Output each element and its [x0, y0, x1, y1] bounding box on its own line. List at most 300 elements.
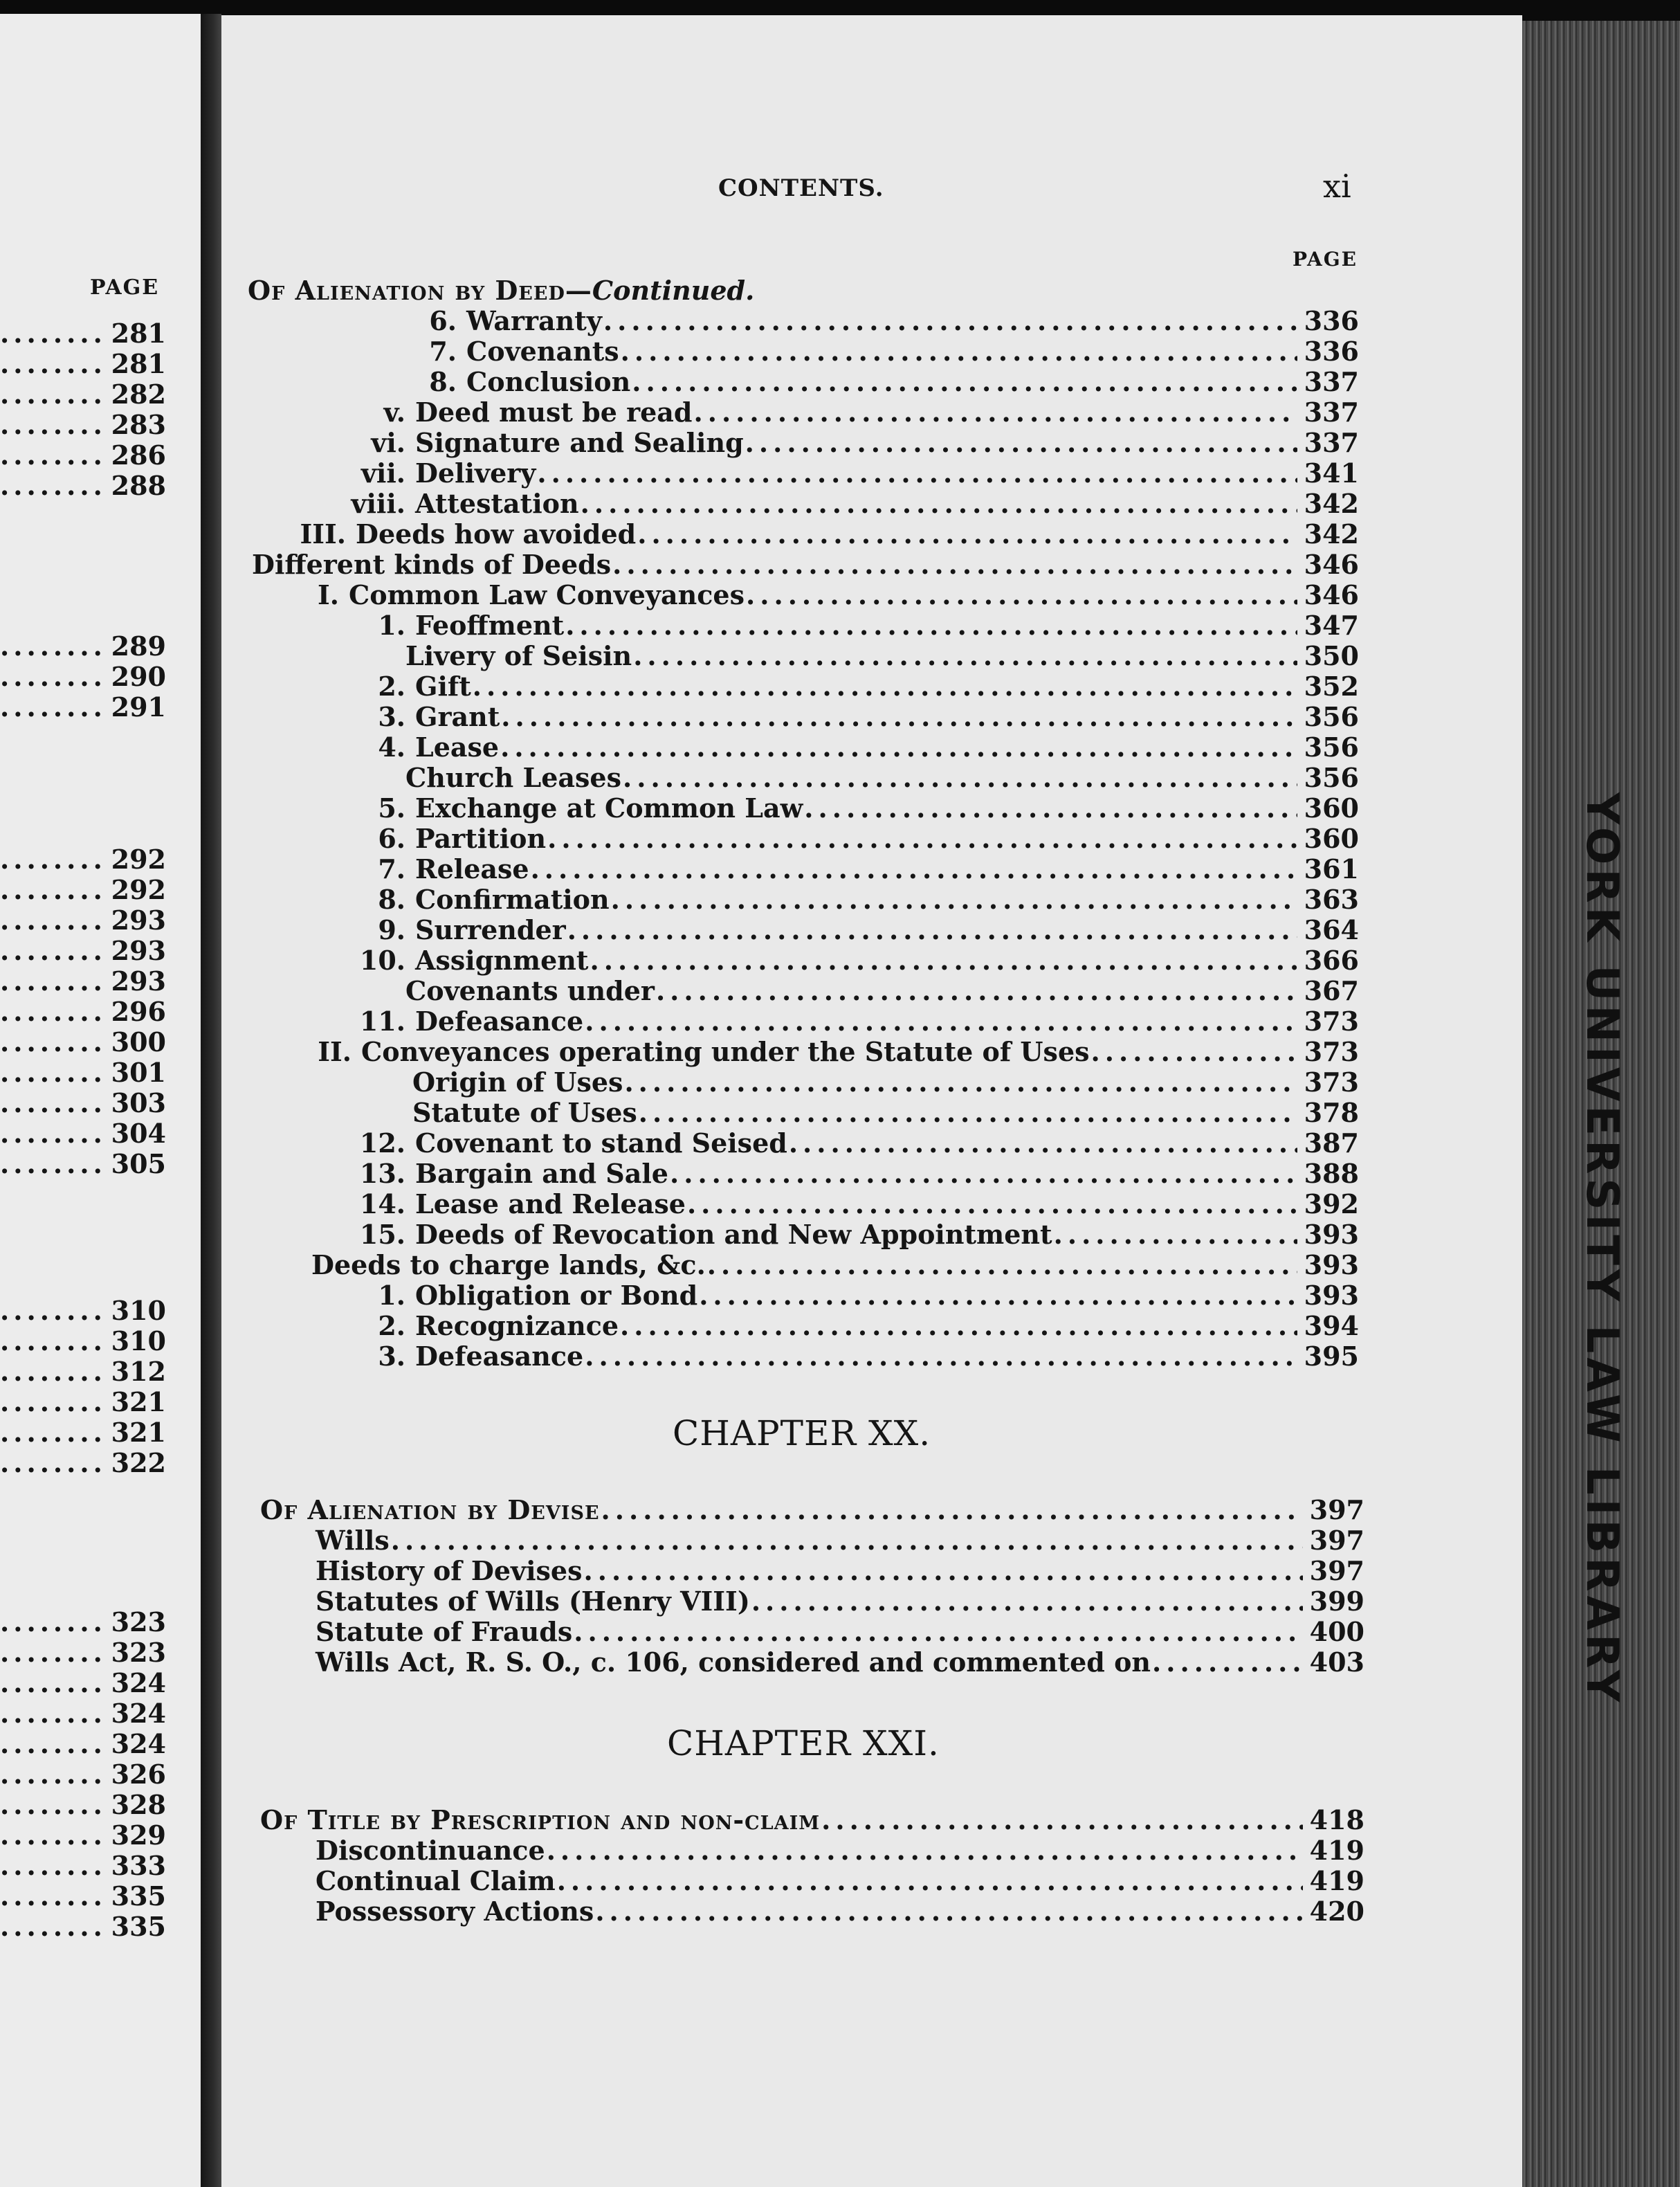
left-page-number: 322 [111, 1447, 166, 1478]
leader-dots [633, 640, 1297, 671]
left-page-entry [0, 1417, 166, 1448]
leader-dots [0, 661, 109, 692]
left-page-entry [0, 1387, 166, 1417]
leader-dots [821, 1804, 1303, 1835]
entry-number: 3. [378, 1341, 405, 1372]
left-page-entry [0, 1118, 166, 1149]
entry-label: Surrender [415, 914, 566, 945]
entry-page-number: 352 [1304, 671, 1359, 702]
leader-dots [557, 1865, 1303, 1896]
entry-label: Defeasance [415, 1341, 584, 1372]
leader-dots [574, 1616, 1302, 1647]
entry-label: Gift [415, 671, 471, 702]
toc-entry [405, 763, 1359, 793]
left-page-number: 328 [111, 1789, 166, 1820]
leader-dots [0, 630, 109, 662]
left-page-entry [0, 1326, 166, 1356]
leader-dots [581, 488, 1297, 519]
left-page-number: 303 [111, 1087, 166, 1118]
left-page-number: 335 [111, 1911, 166, 1942]
leader-dots [531, 853, 1297, 884]
leader-dots [0, 439, 109, 471]
entry-label: Of Title by Prescription and non-claim [260, 1804, 821, 1835]
entry-page-number: 356 [1304, 762, 1359, 793]
leader-dots [623, 762, 1297, 793]
leader-dots [0, 1447, 109, 1478]
toc-entry [387, 367, 1359, 397]
entry-number: vi. [371, 427, 405, 458]
leader-dots [1091, 1036, 1297, 1067]
entry-label: Deeds how avoided [356, 518, 637, 550]
leader-dots [567, 914, 1297, 945]
left-page-number: 288 [111, 470, 166, 501]
entry-number: viii. [351, 488, 405, 519]
entry-label: Deeds of Revocation and New Appointment [415, 1219, 1052, 1250]
left-page-number: 305 [111, 1148, 166, 1179]
leader-dots [0, 409, 109, 440]
left-page-number: 304 [111, 1118, 166, 1149]
left-page-entry [0, 1027, 166, 1058]
leader-dots [611, 884, 1297, 915]
entry-page-number: 378 [1304, 1097, 1359, 1128]
leader-dots [745, 427, 1297, 458]
leader-dots [0, 1087, 109, 1118]
leader-dots [0, 691, 109, 723]
leader-dots [595, 1896, 1302, 1927]
entry-label: Discontinuance [316, 1835, 545, 1866]
entry-label: Statute of Frauds [316, 1616, 573, 1647]
left-page-entry [0, 1637, 166, 1668]
leader-dots [624, 1067, 1297, 1098]
left-page-entry [0, 875, 166, 905]
leader-dots [0, 1911, 109, 1942]
entry-number: 9. [378, 914, 405, 945]
entry-page-number: 346 [1304, 579, 1359, 610]
toc-entry [332, 884, 1359, 915]
entry-number: vii. [360, 457, 405, 489]
leader-dots [0, 318, 109, 349]
entry-label: Delivery [415, 457, 536, 489]
entry-label: Covenants under [405, 975, 655, 1006]
entry-label: Statutes of Wills (Henry VIII) [316, 1586, 750, 1617]
leader-dots [601, 1494, 1303, 1525]
entry-page-number: 346 [1304, 549, 1359, 580]
left-page-number: 282 [111, 379, 166, 410]
toc-entry [304, 489, 1359, 519]
page-number: xi [1323, 167, 1351, 205]
entry-number: 15. [359, 1219, 405, 1250]
leader-dots [621, 336, 1297, 367]
leader-dots [620, 1310, 1297, 1341]
left-page-number: 324 [111, 1667, 166, 1698]
entry-label: Origin of Uses [412, 1067, 623, 1098]
entry-page-number: 393 [1304, 1219, 1359, 1250]
entry-page-number: 360 [1304, 792, 1359, 824]
entry-page-number: 366 [1304, 945, 1359, 976]
leader-dots [0, 1606, 109, 1637]
toc-entry [332, 824, 1359, 854]
leader-dots [0, 935, 109, 966]
leader-dots [0, 1698, 109, 1729]
toc-entry [332, 1311, 1359, 1341]
spine-text: YORK UNIVERSITY LAW LIBRARY [1576, 792, 1627, 1707]
entry-page-number: 341 [1304, 457, 1359, 489]
entry-label: Recognizance [415, 1310, 619, 1341]
leader-dots [0, 1850, 109, 1881]
toc-entry [298, 1037, 1359, 1067]
leader-dots [584, 1555, 1303, 1586]
left-page-entry [0, 1912, 166, 1942]
toc-entry [260, 1805, 1364, 1835]
left-page-label: PAGE [90, 275, 160, 300]
entry-label: Statute of Uses [412, 1097, 637, 1128]
entry-page-number: 387 [1304, 1127, 1359, 1159]
toc-entry [316, 1896, 1364, 1927]
entry-number: I. [317, 579, 339, 610]
entry-page-number: 393 [1304, 1249, 1359, 1280]
entry-number: 6. [378, 823, 405, 854]
entry-label: Feoffment [415, 610, 565, 641]
left-page-entry [0, 1851, 166, 1881]
entry-page-number: 336 [1304, 305, 1359, 336]
leader-dots [687, 1188, 1297, 1219]
book-page-edges [1522, 21, 1680, 2187]
entry-page-number: 336 [1304, 336, 1359, 367]
entry-number: 8. [378, 884, 405, 915]
toc-entry [316, 1866, 1364, 1896]
left-page-number: 323 [111, 1637, 166, 1668]
left-page-number: 333 [111, 1850, 166, 1881]
leader-dots [565, 610, 1297, 641]
entry-page-number: 403 [1309, 1646, 1364, 1678]
leader-dots [0, 1325, 109, 1356]
entry-number: 8. [429, 366, 457, 397]
toc-entry [332, 732, 1359, 763]
entry-label: Deeds to charge lands, &c. [311, 1249, 706, 1280]
leader-dots [632, 366, 1297, 397]
left-page-number: 281 [111, 348, 166, 379]
entry-page-number: 342 [1304, 518, 1359, 550]
entry-label: Wills Act, R. S. O., c. 106, considered and commented on [316, 1646, 1151, 1678]
leader-dots [0, 379, 109, 410]
entry-page-number: 337 [1304, 427, 1359, 458]
entry-number: 1. [378, 610, 405, 641]
leader-dots [707, 1249, 1297, 1280]
entry-label: Lease [415, 732, 500, 763]
leader-dots [0, 1417, 109, 1448]
entry-label: Possessory Actions [316, 1896, 594, 1927]
leader-dots [0, 1880, 109, 1912]
left-page-entry [0, 1607, 166, 1637]
leader-dots [1054, 1219, 1297, 1250]
leader-dots [537, 457, 1297, 489]
entry-page-number: 393 [1304, 1280, 1359, 1311]
toc-entry [277, 519, 1359, 550]
toc-entry [260, 1495, 1364, 1525]
spine-label [1564, 792, 1640, 1707]
entry-page-number: 337 [1304, 397, 1359, 428]
entry-number: 7. [429, 336, 457, 367]
leader-dots [603, 305, 1297, 336]
entry-label: Conclusion [466, 366, 631, 397]
left-page-entry [0, 844, 166, 875]
entry-page-number: 394 [1304, 1310, 1359, 1341]
left-page-number: 321 [111, 1417, 166, 1448]
left-page-number: 293 [111, 905, 166, 936]
toc-entry [304, 428, 1359, 458]
entry-page-number: 373 [1304, 1036, 1359, 1067]
left-page-number: 310 [111, 1325, 166, 1356]
toc-entry [332, 1159, 1359, 1189]
entry-page-number: 363 [1304, 884, 1359, 915]
left-page-number: 335 [111, 1880, 166, 1912]
leader-dots [804, 792, 1297, 824]
entry-number: 10. [359, 945, 405, 976]
leader-dots [1152, 1646, 1303, 1678]
entry-label: Assignment [415, 945, 589, 976]
toc-entry [332, 1189, 1359, 1219]
left-page-entry [0, 936, 166, 966]
left-page-entry [0, 1088, 166, 1118]
toc-entry [298, 580, 1359, 610]
left-page-number: 329 [111, 1820, 166, 1851]
leader-dots [656, 975, 1297, 1006]
toc-entry [332, 945, 1359, 976]
entry-label-continued: Continued. [592, 275, 755, 306]
toc-entry [332, 915, 1359, 945]
toc-entry [316, 1556, 1364, 1586]
left-page-entry [0, 692, 166, 723]
entry-label: Covenants [466, 336, 619, 367]
toc-entry [332, 1219, 1359, 1250]
left-page-entry [0, 966, 166, 997]
leader-dots [0, 1057, 109, 1088]
entry-page-number: 356 [1304, 732, 1359, 763]
toc-entry [311, 1250, 1359, 1280]
entry-label: Bargain and Sale [415, 1158, 668, 1189]
left-page-entry [0, 1698, 166, 1729]
leader-dots [0, 470, 109, 501]
entry-number: 13. [359, 1158, 405, 1189]
entry-page-number: 373 [1304, 1006, 1359, 1037]
entry-label: Church Leases [405, 762, 621, 793]
leader-dots [0, 1728, 109, 1759]
left-page-entry [0, 410, 166, 440]
left-page-number: 283 [111, 409, 166, 440]
book-gutter [201, 14, 221, 2187]
entry-number: 12. [359, 1127, 405, 1159]
leader-dots [0, 1820, 109, 1851]
left-page-entry [0, 440, 166, 471]
entry-page-number: 392 [1304, 1188, 1359, 1219]
entry-label: Conveyances operating under the Statute of Uses [361, 1036, 1090, 1067]
leader-dots [500, 732, 1297, 763]
entry-page-number: 397 [1309, 1555, 1364, 1586]
left-page-entry [0, 1296, 166, 1326]
left-page-number: 310 [111, 1295, 166, 1326]
leader-dots [746, 579, 1297, 610]
left-page-number: 292 [111, 874, 166, 905]
toc-entry [248, 275, 1359, 306]
left-page-number: 326 [111, 1759, 166, 1790]
leader-dots [0, 844, 109, 875]
leader-dots [0, 965, 109, 997]
entry-page-number: 337 [1304, 366, 1359, 397]
toc-entry [304, 397, 1359, 428]
page-column-label: PAGE [1293, 248, 1358, 271]
leader-dots [0, 1026, 109, 1058]
toc-entry [332, 610, 1359, 641]
leader-dots [0, 1789, 109, 1820]
leader-dots [693, 397, 1297, 428]
entry-number: 7. [378, 853, 405, 884]
leader-dots [0, 1295, 109, 1326]
entry-label: Partition [415, 823, 547, 854]
leader-dots [585, 1341, 1297, 1372]
left-page-entry [0, 1759, 166, 1790]
toc-entry [252, 550, 1359, 580]
left-page-number: 292 [111, 844, 166, 875]
left-page-entry [0, 1058, 166, 1088]
toc-entry [304, 458, 1359, 489]
entry-page-number: 419 [1309, 1835, 1364, 1866]
left-page-number: 290 [111, 661, 166, 692]
leader-dots [670, 1158, 1297, 1189]
entry-number: 5. [378, 792, 405, 824]
toc-entry [332, 1006, 1359, 1037]
entry-label: Exchange at Common Law [415, 792, 803, 824]
left-page-entry [0, 1881, 166, 1912]
toc-entry [332, 854, 1359, 884]
left-page-entry [0, 471, 166, 501]
entry-number: 14. [359, 1188, 405, 1219]
chapter-xxi-heading: CHAPTER XXI. [667, 1723, 940, 1763]
leader-dots [789, 1127, 1297, 1159]
left-page-number: 324 [111, 1698, 166, 1729]
left-page-number: 291 [111, 691, 166, 723]
entry-label: Of Alienation by Devise [260, 1494, 600, 1525]
toc-entry [387, 306, 1359, 336]
left-page-number: 281 [111, 318, 166, 349]
entry-page-number: 342 [1304, 488, 1359, 519]
leader-dots [699, 1280, 1297, 1311]
leader-dots [590, 945, 1297, 976]
entry-label: Continual Claim [316, 1865, 556, 1896]
toc-entry [332, 793, 1359, 824]
leader-dots [0, 1386, 109, 1417]
left-page-entry [0, 1448, 166, 1478]
entry-page-number: 347 [1304, 610, 1359, 641]
entry-page-number: 373 [1304, 1067, 1359, 1098]
left-page-entry [0, 318, 166, 349]
entry-page-number: 399 [1309, 1586, 1364, 1617]
entry-page-number: 397 [1309, 1494, 1364, 1525]
leader-dots [473, 671, 1297, 702]
left-page-entry [0, 1668, 166, 1698]
toc-entry [387, 336, 1359, 367]
leader-dots [547, 823, 1297, 854]
toc-entry [316, 1617, 1364, 1647]
entry-label: Lease and Release [415, 1188, 686, 1219]
entry-page-number: 419 [1309, 1865, 1364, 1896]
entry-page-number: 388 [1304, 1158, 1359, 1189]
left-page-entry [0, 349, 166, 379]
entry-page-number: 356 [1304, 701, 1359, 732]
entry-number: 4. [378, 732, 405, 763]
leader-dots [751, 1586, 1303, 1617]
left-page-number: 300 [111, 1026, 166, 1058]
entry-label: Signature and Sealing [415, 427, 744, 458]
left-page-number: 293 [111, 935, 166, 966]
entry-number: 6. [429, 305, 457, 336]
entry-number: III. [300, 518, 346, 550]
entry-label: Different kinds of Deeds [252, 549, 612, 580]
entry-label: Obligation or Bond [415, 1280, 698, 1311]
left-page-entry [0, 379, 166, 410]
entry-page-number: 397 [1309, 1525, 1364, 1556]
entry-page-number: 395 [1304, 1341, 1359, 1372]
toc-entry [332, 1341, 1359, 1372]
left-page-number: 312 [111, 1356, 166, 1387]
entry-page-number: 350 [1304, 640, 1359, 671]
entry-label: Confirmation [415, 884, 610, 915]
entry-number: II. [318, 1036, 351, 1067]
left-page-number: 289 [111, 630, 166, 662]
leader-dots [612, 549, 1297, 580]
leader-dots [0, 1118, 109, 1149]
entry-label: Common Law Conveyances [349, 579, 745, 610]
entry-page-number: 420 [1309, 1896, 1364, 1927]
entry-number: 2. [378, 671, 405, 702]
entry-label: Of Alienation by Deed— [248, 275, 592, 306]
toc-entry [316, 1647, 1364, 1678]
leader-dots [0, 1148, 109, 1179]
leader-dots [639, 1097, 1297, 1128]
left-page-number: 286 [111, 439, 166, 471]
entry-page-number: 400 [1309, 1616, 1364, 1647]
entry-label: Grant [415, 701, 500, 732]
entry-page-number: 418 [1309, 1804, 1364, 1835]
left-page-entry [0, 1149, 166, 1179]
toc-entry [412, 1098, 1359, 1128]
left-page-number: 296 [111, 996, 166, 1027]
entry-page-number: 361 [1304, 853, 1359, 884]
toc-entry [316, 1835, 1364, 1866]
left-page-number: 324 [111, 1728, 166, 1759]
left-page-entry [0, 1729, 166, 1759]
leader-dots [501, 701, 1297, 732]
toc-entry [316, 1586, 1364, 1617]
entry-number: 11. [359, 1006, 405, 1037]
entry-label: Deed must be read [415, 397, 693, 428]
toc-entry [332, 1280, 1359, 1311]
entry-number: 2. [378, 1310, 405, 1341]
chapter-xx-heading: CHAPTER XX. [673, 1413, 931, 1453]
toc-entry [332, 671, 1359, 702]
entry-label: Wills [316, 1525, 390, 1556]
page-title: CONTENTS. [718, 174, 884, 202]
left-page-number: 293 [111, 965, 166, 997]
leader-dots [0, 1356, 109, 1387]
left-page-number: 323 [111, 1606, 166, 1637]
entry-number: 1. [378, 1280, 405, 1311]
left-page-entry [0, 1820, 166, 1851]
left-page-number: 301 [111, 1057, 166, 1088]
toc-entry [316, 1525, 1364, 1556]
leader-dots [0, 1637, 109, 1668]
leader-dots [547, 1835, 1303, 1866]
left-page-entry [0, 662, 166, 692]
